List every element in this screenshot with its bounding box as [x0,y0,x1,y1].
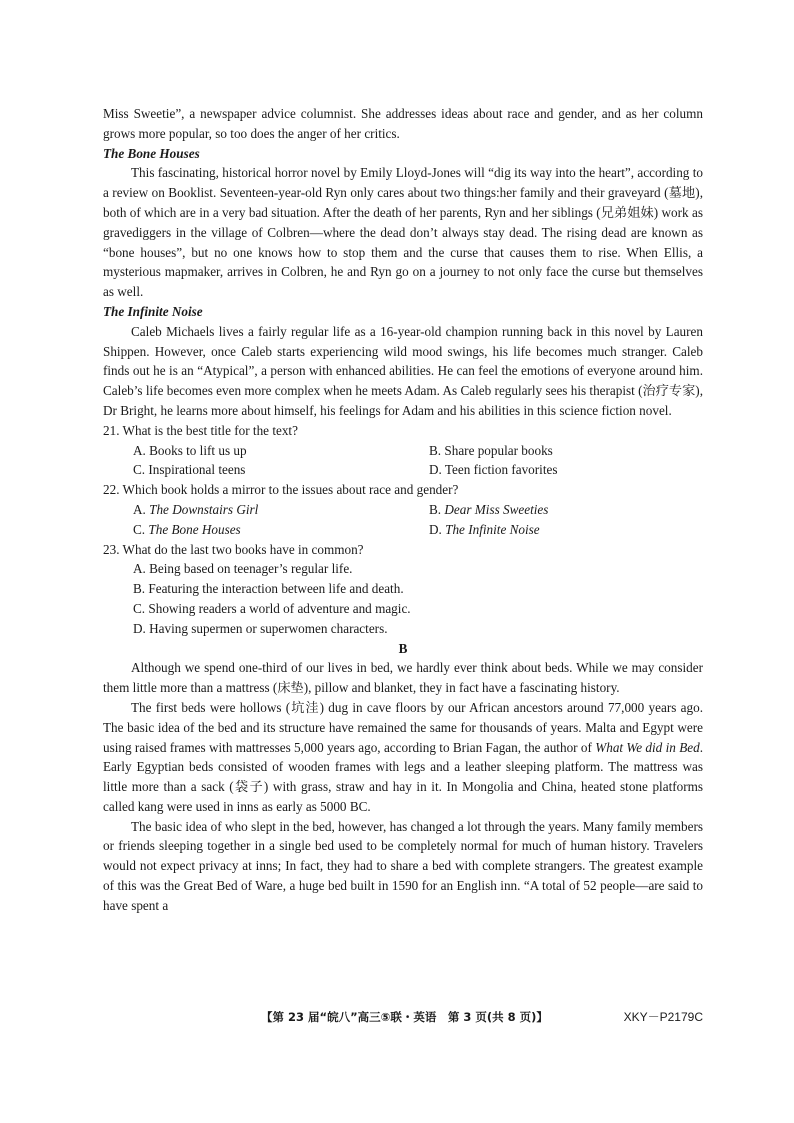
book-title: The Infinite Noise [445,521,540,537]
question-23-option-d: D. Having supermen or superwomen characters. [133,620,388,636]
book-title: The Bone Houses [148,521,241,537]
section-b-heading: B [398,640,408,656]
question-21-option-c: C. Inspirational teens [133,462,246,478]
question-21-option-d: D. Teen fiction favorites [429,462,558,478]
question-21-option-a: A. Books to lift us up [133,442,247,458]
question-21-option-b: B. Share popular books [429,442,553,458]
book-description-infinite-noise: Caleb Michaels lives a fairly regular life as a 16-year-old champion running back in this novel by Lauren Shippen. However, once Caleb starts experiencing wild mood swings, his life becomes much stranger. Caleb finds out he is an “Atypical”, a person with enhanced abilities. He can feel the emotions of everyone around him. Caleb’s life becomes even more complex when he meets Adam. As Caleb regularly sees his therapist (治疗专家), Dr Bright, he learns more about himself, his feelings for Adam and his abilities in this science fiction novel. [103,323,703,418]
book-description-bone-houses: This fascinating, historical horror novel by Emily Lloyd-Jones will “dig its way into the heart”, according to a review on Booklist. Seventeen-year-old Ryn only cares about two things:her family and their graveyard (墓地), both of which are in a very bad situation. After the death of her parents, Ryn and her siblings (兄弟姐妹) work as gravediggers in the village of Colbren—where the dead don’t always stay dead. The rising dead are known as “bone houses”, but no one knows how to stop them and the curse that causes them to rise. When Ellis, a mysterious mapmaker, arrives in Colbren, he and Ryn go on a journey to not only face the curse but themselves as well. [103,165,703,300]
question-23-option-a: A. Being based on teenager’s regular life. [133,561,353,577]
book-title-bone-houses: The Bone Houses [103,145,200,161]
footer-paper-code: XKY－P2179C [623,1010,703,1024]
question-21-options [103,441,703,481]
intro-paragraph-tail: Miss Sweetie”, a newspaper advice columnist. She addresses ideas about race and gender, and as her column grows more popular, so too does the anger of her critics. [103,106,703,141]
question-23-option-b: B. Featuring the interaction between life and death. [133,581,404,597]
section-b-paragraph-1: Although we spend one-third of our lives in bed, we hardly ever think about beds. While we may consider them little more than a mattress (床垫), pillow and blanket, they in fact have a fascinating history. [103,660,703,696]
question-22-option-a: A. The Downstairs Girl [133,501,259,517]
question-23-options [103,559,703,638]
book-title: The Downstairs Girl [149,501,259,517]
page-body [103,104,703,916]
book-title-what-we-did-in-bed: What We did in Bed [595,739,700,755]
section-b-paragraph-3: The basic idea of who slept in the bed, however, has changed a lot through the years. Many family members or friends sleeping together in a single bed used to be completely normal for much of human history. Travelers would not expect privacy at inns; In fact, they had to share a bed with complete strangers. The greatest example of this was the Great Bed of Ware, a huge bed built in 1590 for an English inn. “A total of 52 people—are said to have spent a [103,818,703,913]
question-22-option-b: B. Dear Miss Sweeties [429,501,549,517]
book-title-infinite-noise: The Infinite Noise [103,303,203,319]
question-22-option-c: C. The Bone Houses [133,521,241,537]
section-b-paragraph-2: The first beds were hollows (坑洼) dug in cave floors by our African ancestors around 77,000 years ago. The basic idea of the bed and its structure have remained the same for thousands of years. Malta and Egypt were using raised frames with mattresses 5,000 years ago, according to Brian Fagan, the author of What We did in Bed. Early Egyptian beds consisted of wooden frames with legs and a leather sleeping platform. The mattress was little more than a sack (袋子) with grass, straw and hay in it. In Mongolia and China, heated stone platforms called kang were used in inns as early as 5000 BC. [103,699,703,814]
question-23-option-c: C. Showing readers a world of adventure and magic. [133,600,411,616]
question-22-option-d: D. The Infinite Noise [429,521,540,537]
question-21-stem: 21. What is the best title for the text? [103,422,298,438]
footer-exam-info: 【第 23 届“皖八”高三⑤联・英语 第 3 页(共 8 页)】 [261,1010,548,1024]
question-22-stem: 22. Which book holds a mirror to the issues about race and gender? [103,482,459,498]
question-23-stem: 23. What do the last two books have in common? [103,541,364,557]
book-title: Dear Miss Sweeties [444,501,549,517]
question-22-options [103,500,703,540]
